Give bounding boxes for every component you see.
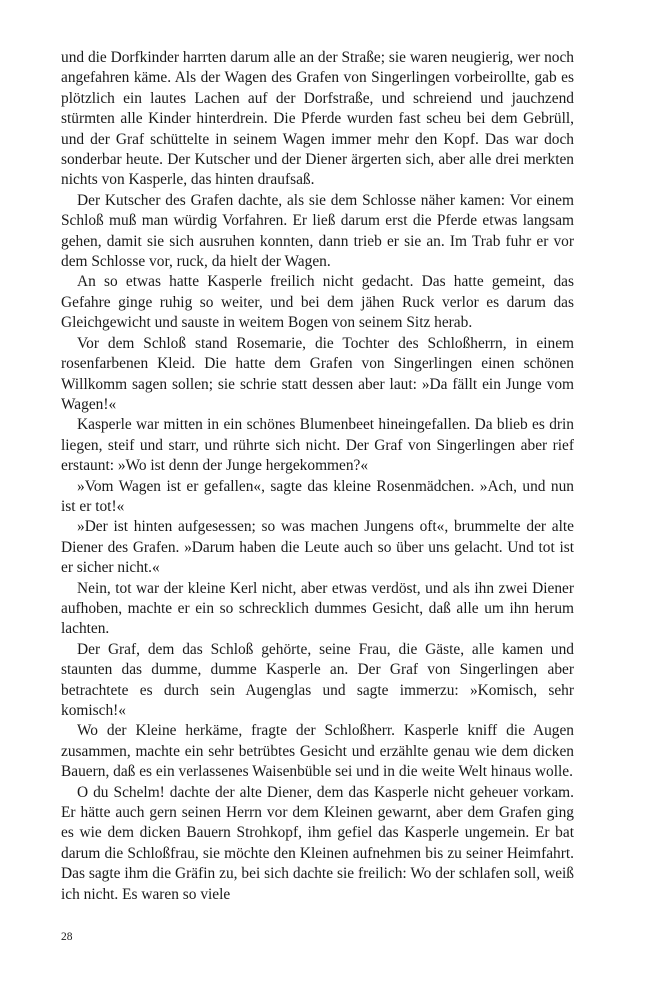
- body-text: [61, 48, 574, 905]
- paragraph-9: Der Graf, dem das Schloß gehörte, seine Frau, die Gäste, alle kamen und staunten das dumme, dumme Kasperle an. Der Graf von Singerlingen aber betrachtete es durch sein Augenglas und sagte immerzu: »Komisch, sehr komisch!«: [61, 640, 574, 719]
- page-number: 28: [61, 931, 73, 943]
- paragraph-8: Nein, tot war der kleine Kerl nicht, aber etwas verdöst, und als ihn zwei Diener aufhoben, machte er ein so schrecklich dummes Gesicht, daß alle um ihn herum lachten.: [61, 579, 574, 638]
- paragraph-11: O du Schelm! dachte der alte Diener, dem das Kasperle nicht geheuer vorkam. Er hätte auch gern seinen Herrn vor dem Kleinen gewarnt, aber dem Grafen ging es wie dem dicken Bauern Strohkopf, ihm gefiel das Kasperle ungemein. Er bat darum die Schloßfrau, sie möchte den Kleinen aufnehmen bis zu seiner Heimfahrt. Das sagte ihm die Gräfin zu, bei sich dachte sie freilich: Wo der schlafen soll, weiß ich nicht. Es waren so viele: [61, 783, 574, 903]
- paragraph-10: Wo der Kleine herkäme, fragte der Schloßherr. Kasperle kniff die Augen zusammen, machte ein sehr betrübtes Gesicht und erzählte genau wie dem dicken Bauern, daß es ein verlassenes Waisenbüble sei und in die weite Welt hinaus wolle.: [61, 722, 574, 781]
- paragraph-3: An so etwas hatte Kasperle freilich nicht gedacht. Das hatte gemeint, das Gefahre ginge ruhig so weiter, und bei dem jähen Ruck verlor es darum das Gleichgewicht und sauste in weitem Bogen von seinem Sitz herab.: [61, 273, 574, 332]
- paragraph-6: »Vom Wagen ist er gefallen«, sagte das kleine Rosenmädchen. »Ach, und nun ist er tot!«: [61, 477, 574, 515]
- paragraph-4: Vor dem Schloß stand Rosemarie, die Tochter des Schloßherrn, in einem rosenfarbenen Kleid. Die hatte dem Grafen von Singerlingen einen schönen Willkomm sagen sollen; sie schrie statt dessen aber laut: »Da fällt ein Junge vom Wagen!«: [61, 334, 574, 413]
- paragraph-1: und die Dorfkinder harrten darum alle an der Straße; sie waren neugierig, wer noch angefahren käme. Als der Wagen des Grafen von Singerlingen vorbeirollte, gab es plötzlich ein lautes Lachen auf der Dorfstraße, und schreiend und jauchzend stürmten alle Kinder hinterdrein. Die Pferde wurden fast scheu bei dem Gebrüll, und der Graf schüttelte in seinem Wagen immer mehr den Kopf. Das war doch sonderbar heute. Der Kutscher und der Diener ärgerten sich, aber alle drei merkten nichts von Kasperle, das hinten draufsaß.: [61, 49, 574, 189]
- paragraph-2: Der Kutscher des Grafen dachte, als sie dem Schlosse näher kamen: Vor einem Schloß muß man würdig Vorfahren. Er ließ darum erst die Pferde etwas langsam gehen, damit sie sich ausruhen konnten, dann trieb er sie an. Im Trab fuhr er vor dem Schlosse vor, ruck, da hielt der Wagen.: [61, 191, 574, 271]
- paragraph-7: »Der ist hinten aufgesessen; so was machen Jungens oft«, brummelte der alte Diener des Grafen. »Darum haben die Leute auch so über uns gelacht. Und tot ist er sicher nicht.«: [61, 518, 574, 577]
- paragraph-5: Kasperle war mitten in ein schönes Blumenbeet hineingefallen. Da blieb es drin liegen, steif und starr, und rührte sich nicht. Der Graf von Singerlingen aber rief erstaunt: »Wo ist denn der Junge hergekommen?«: [61, 416, 574, 475]
